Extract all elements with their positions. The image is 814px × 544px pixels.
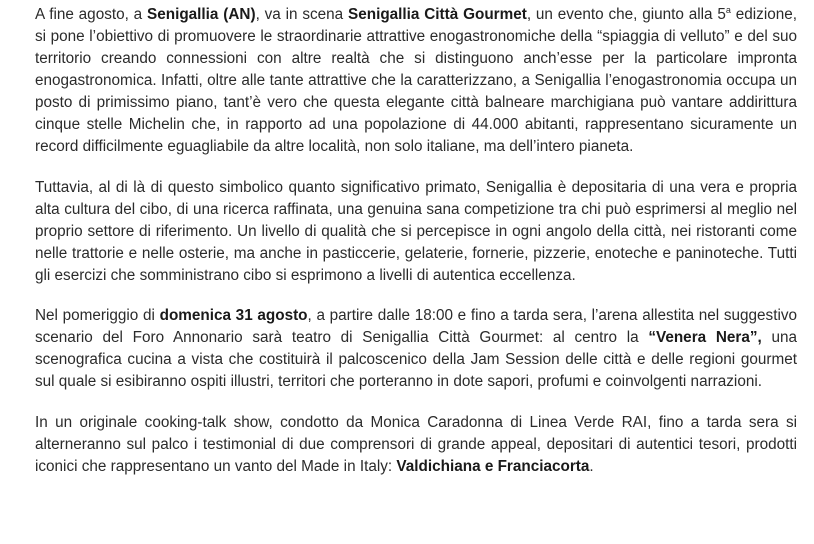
bold-venera-nera: “Venera Nera”,	[648, 329, 762, 346]
bold-date: domenica 31 agosto	[159, 307, 308, 324]
text-span: In un originale cooking-talk show, condotto da Monica Caradonna di Linea Verde RAI, fino a tarda sera si alterneranno sul palco i testimonial di due comprensori di grande appeal, depositari di autentici tesori, prodotti iconici che rappresentano un vanto del Made in Italy:	[35, 413, 797, 475]
text-span: Tuttavia, al di là di questo simbolico quanto significativo primato, Senigallia è depositaria di una vera e propria alta cultura del cibo, di una ricerca raffinata, una genuina sana competizione tra chi può esprimersi al meglio nel proprio settore di riferimento. Un livello di qualità che si percepisce in ogni angolo della città, nei ristoranti come nelle trattorie e nelle osterie, ma anche in pasticcerie, gelaterie, fornerie, pizzerie, enoteche e paninoteche. Tutti gli esercizi che somministrano cibo si esprimono a livelli di autentica eccellenza.	[35, 178, 797, 284]
paragraph-intro	[35, 4, 797, 158]
bold-event-name: Senigallia Città Gourmet	[348, 6, 527, 23]
text-span: edizione, si pone l’obiettivo di promuovere le straordinarie attrattive enogastronomiche della “spiaggia di velluto” e del suo territorio creando connessioni con altre realtà che si distinguono anch’esse per la particolare impronta enogastronomica. Infatti, oltre alle tante attrattive che la caratterizzano, a Senigallia l’enogastronomia occupa un posto di primissimo piano, tant’è vero che questa elegante città balneare marchigiana può vantare addirittura cinque stelle Michelin che, in rapporto ad una popolazione di 44.000 abitanti, rappresentano sicuramente un record difficilmente eguagliabile da altre località, non solo italiane, ma dell’intero pianeta.	[35, 6, 797, 155]
bold-regions: Valdichiana e Franciacorta	[396, 457, 590, 475]
bold-location: Senigallia (AN)	[147, 6, 256, 23]
paragraph-culture	[35, 177, 797, 287]
text-span: Nel pomeriggio di	[35, 307, 160, 324]
paragraph-event-details	[35, 305, 797, 393]
text-span: , a partire dalle 18:00 e fino a tarda sera, l’arena allestita nel suggestivo scenario del Foro Annonario sarà teatro di Senigallia Città Gourmet: al centro la	[35, 307, 797, 346]
text-span: A fine agosto, a	[35, 6, 148, 23]
text-span: .	[589, 457, 594, 475]
text-span: , va in scena	[255, 6, 349, 23]
text-span: , un evento che, giunto alla 5	[526, 6, 726, 23]
paragraph-cooking-show	[35, 412, 797, 478]
text-span: una scenografica cucina a vista che costituirà il palcoscenico della Jam Session delle città e delle regioni gourmet sul quale si esibiranno ospiti illustri, territori che porteranno in dote sapori, profumi e coinvolgenti narrazioni.	[35, 329, 798, 390]
superscript: a	[725, 4, 731, 15]
article-body	[35, 4, 797, 496]
